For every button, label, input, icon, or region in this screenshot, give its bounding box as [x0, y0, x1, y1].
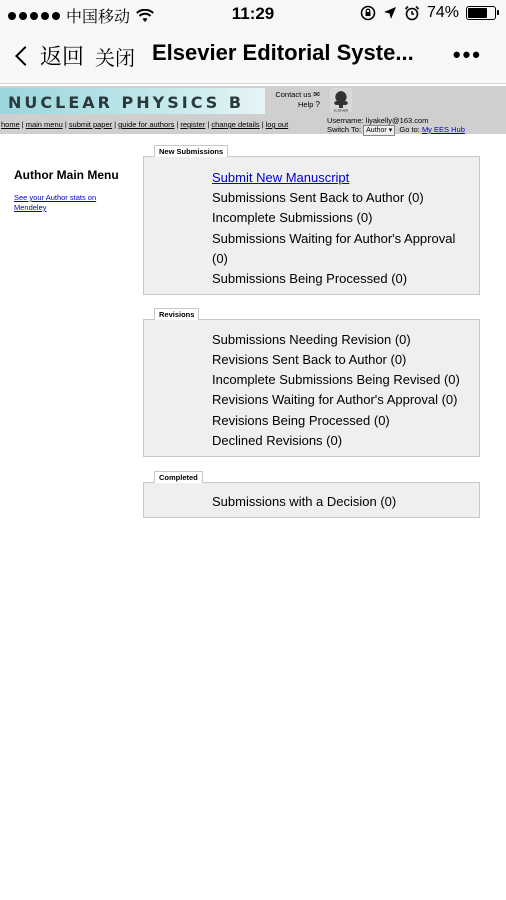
new-submissions-tab: New Submissions: [154, 145, 228, 157]
declined-revisions-item[interactable]: Declined Revisions (0): [212, 433, 343, 448]
completed-tab: Completed: [154, 471, 203, 483]
orientation-lock-icon: [360, 5, 376, 21]
link-separator: |: [64, 120, 67, 129]
clock: 11:29: [231, 4, 275, 23]
ees-hub-link[interactable]: My EES Hub: [421, 125, 465, 134]
completed-section: [143, 471, 480, 521]
journal-banner: [0, 88, 265, 114]
new-submissions-section: [143, 145, 480, 295]
revisions-box: [143, 319, 480, 457]
incomplete-revised-item[interactable]: Incomplete Submissions Being Revised (0): [212, 372, 460, 387]
revisions-tab: Revisions: [154, 308, 199, 320]
link-separator: |: [21, 120, 24, 129]
top-link-register[interactable]: register: [180, 120, 206, 129]
author-main-menu-title: Author Main Menu: [14, 168, 119, 182]
back-label: 返回: [40, 44, 85, 69]
page-title: Elsevier Editorial Syste...: [152, 40, 414, 65]
alarm-icon: [404, 5, 420, 21]
waiting-approval-item[interactable]: Submissions Waiting for Author's Approval: [212, 231, 456, 246]
submit-new-manuscript-link[interactable]: Submit New Manuscript: [212, 170, 350, 185]
mendeley-stats-link[interactable]: See your Author stats on Mendeley: [14, 193, 97, 212]
envelope-icon: ✉: [313, 90, 320, 99]
location-icon: [383, 6, 397, 20]
link-separator: |: [114, 120, 117, 129]
revisions-sent-back-item[interactable]: Revisions Sent Back to Author (0): [212, 352, 407, 367]
chevron-left-icon: [15, 46, 35, 66]
username: liyakelly@163.com: [365, 116, 429, 125]
top-link-change-details[interactable]: change details: [211, 120, 260, 129]
top-link-guide-for-authors[interactable]: guide for authors: [118, 120, 175, 129]
needing-revision-item[interactable]: Submissions Needing Revision (0): [212, 332, 411, 347]
new-submissions-box: [143, 156, 480, 295]
completed-box: [143, 482, 480, 518]
waiting-approval-count[interactable]: (0): [212, 251, 228, 266]
top-link-main-menu[interactable]: main menu: [25, 120, 63, 129]
help-link[interactable]: Help ?: [298, 100, 320, 109]
user-info: Username: liyakelly@163.com Switch To: Author ▾ Go to: My EES Hub: [327, 116, 465, 134]
contact-help: [270, 90, 320, 110]
journal-title: NUCLEAR PHYSICS B: [8, 93, 245, 112]
top-links: [1, 120, 288, 129]
submissions-with-decision-item[interactable]: Submissions with a Decision (0): [212, 494, 397, 509]
link-separator: |: [207, 120, 210, 129]
being-processed-item[interactable]: Submissions Being Processed (0): [212, 271, 408, 286]
role-switch-select[interactable]: Author ▾: [363, 125, 395, 136]
revisions-processed-item[interactable]: Revisions Being Processed (0): [212, 413, 390, 428]
top-link-submit-paper[interactable]: submit paper: [68, 120, 113, 129]
back-button[interactable]: [12, 40, 84, 71]
carrier-label: 中国移动: [66, 9, 131, 26]
battery-percent: 74%: [426, 4, 459, 21]
elsevier-logo: [330, 88, 352, 112]
status-bar: [0, 0, 506, 28]
svg-text:ELSEVIER: ELSEVIER: [333, 108, 349, 112]
battery-fill: [468, 8, 487, 18]
link-separator: |: [261, 120, 264, 129]
close-button[interactable]: 关闭: [95, 48, 135, 70]
more-menu-button[interactable]: •••: [452, 42, 482, 67]
incomplete-item[interactable]: Incomplete Submissions (0): [212, 210, 373, 225]
contact-us-link[interactable]: Contact us ✉: [275, 90, 320, 99]
top-link-home[interactable]: home: [1, 120, 20, 129]
revisions-section: [143, 308, 480, 458]
battery-icon: [466, 6, 496, 20]
sent-back-item[interactable]: Submissions Sent Back to Author (0): [212, 190, 424, 205]
nav-bar: [0, 28, 506, 84]
journal-header: [0, 86, 506, 134]
top-link-log-out[interactable]: log out: [265, 120, 289, 129]
revisions-waiting-item[interactable]: Revisions Waiting for Author's Approval (0): [212, 392, 458, 407]
link-separator: |: [176, 120, 179, 129]
question-icon: ?: [315, 100, 320, 109]
